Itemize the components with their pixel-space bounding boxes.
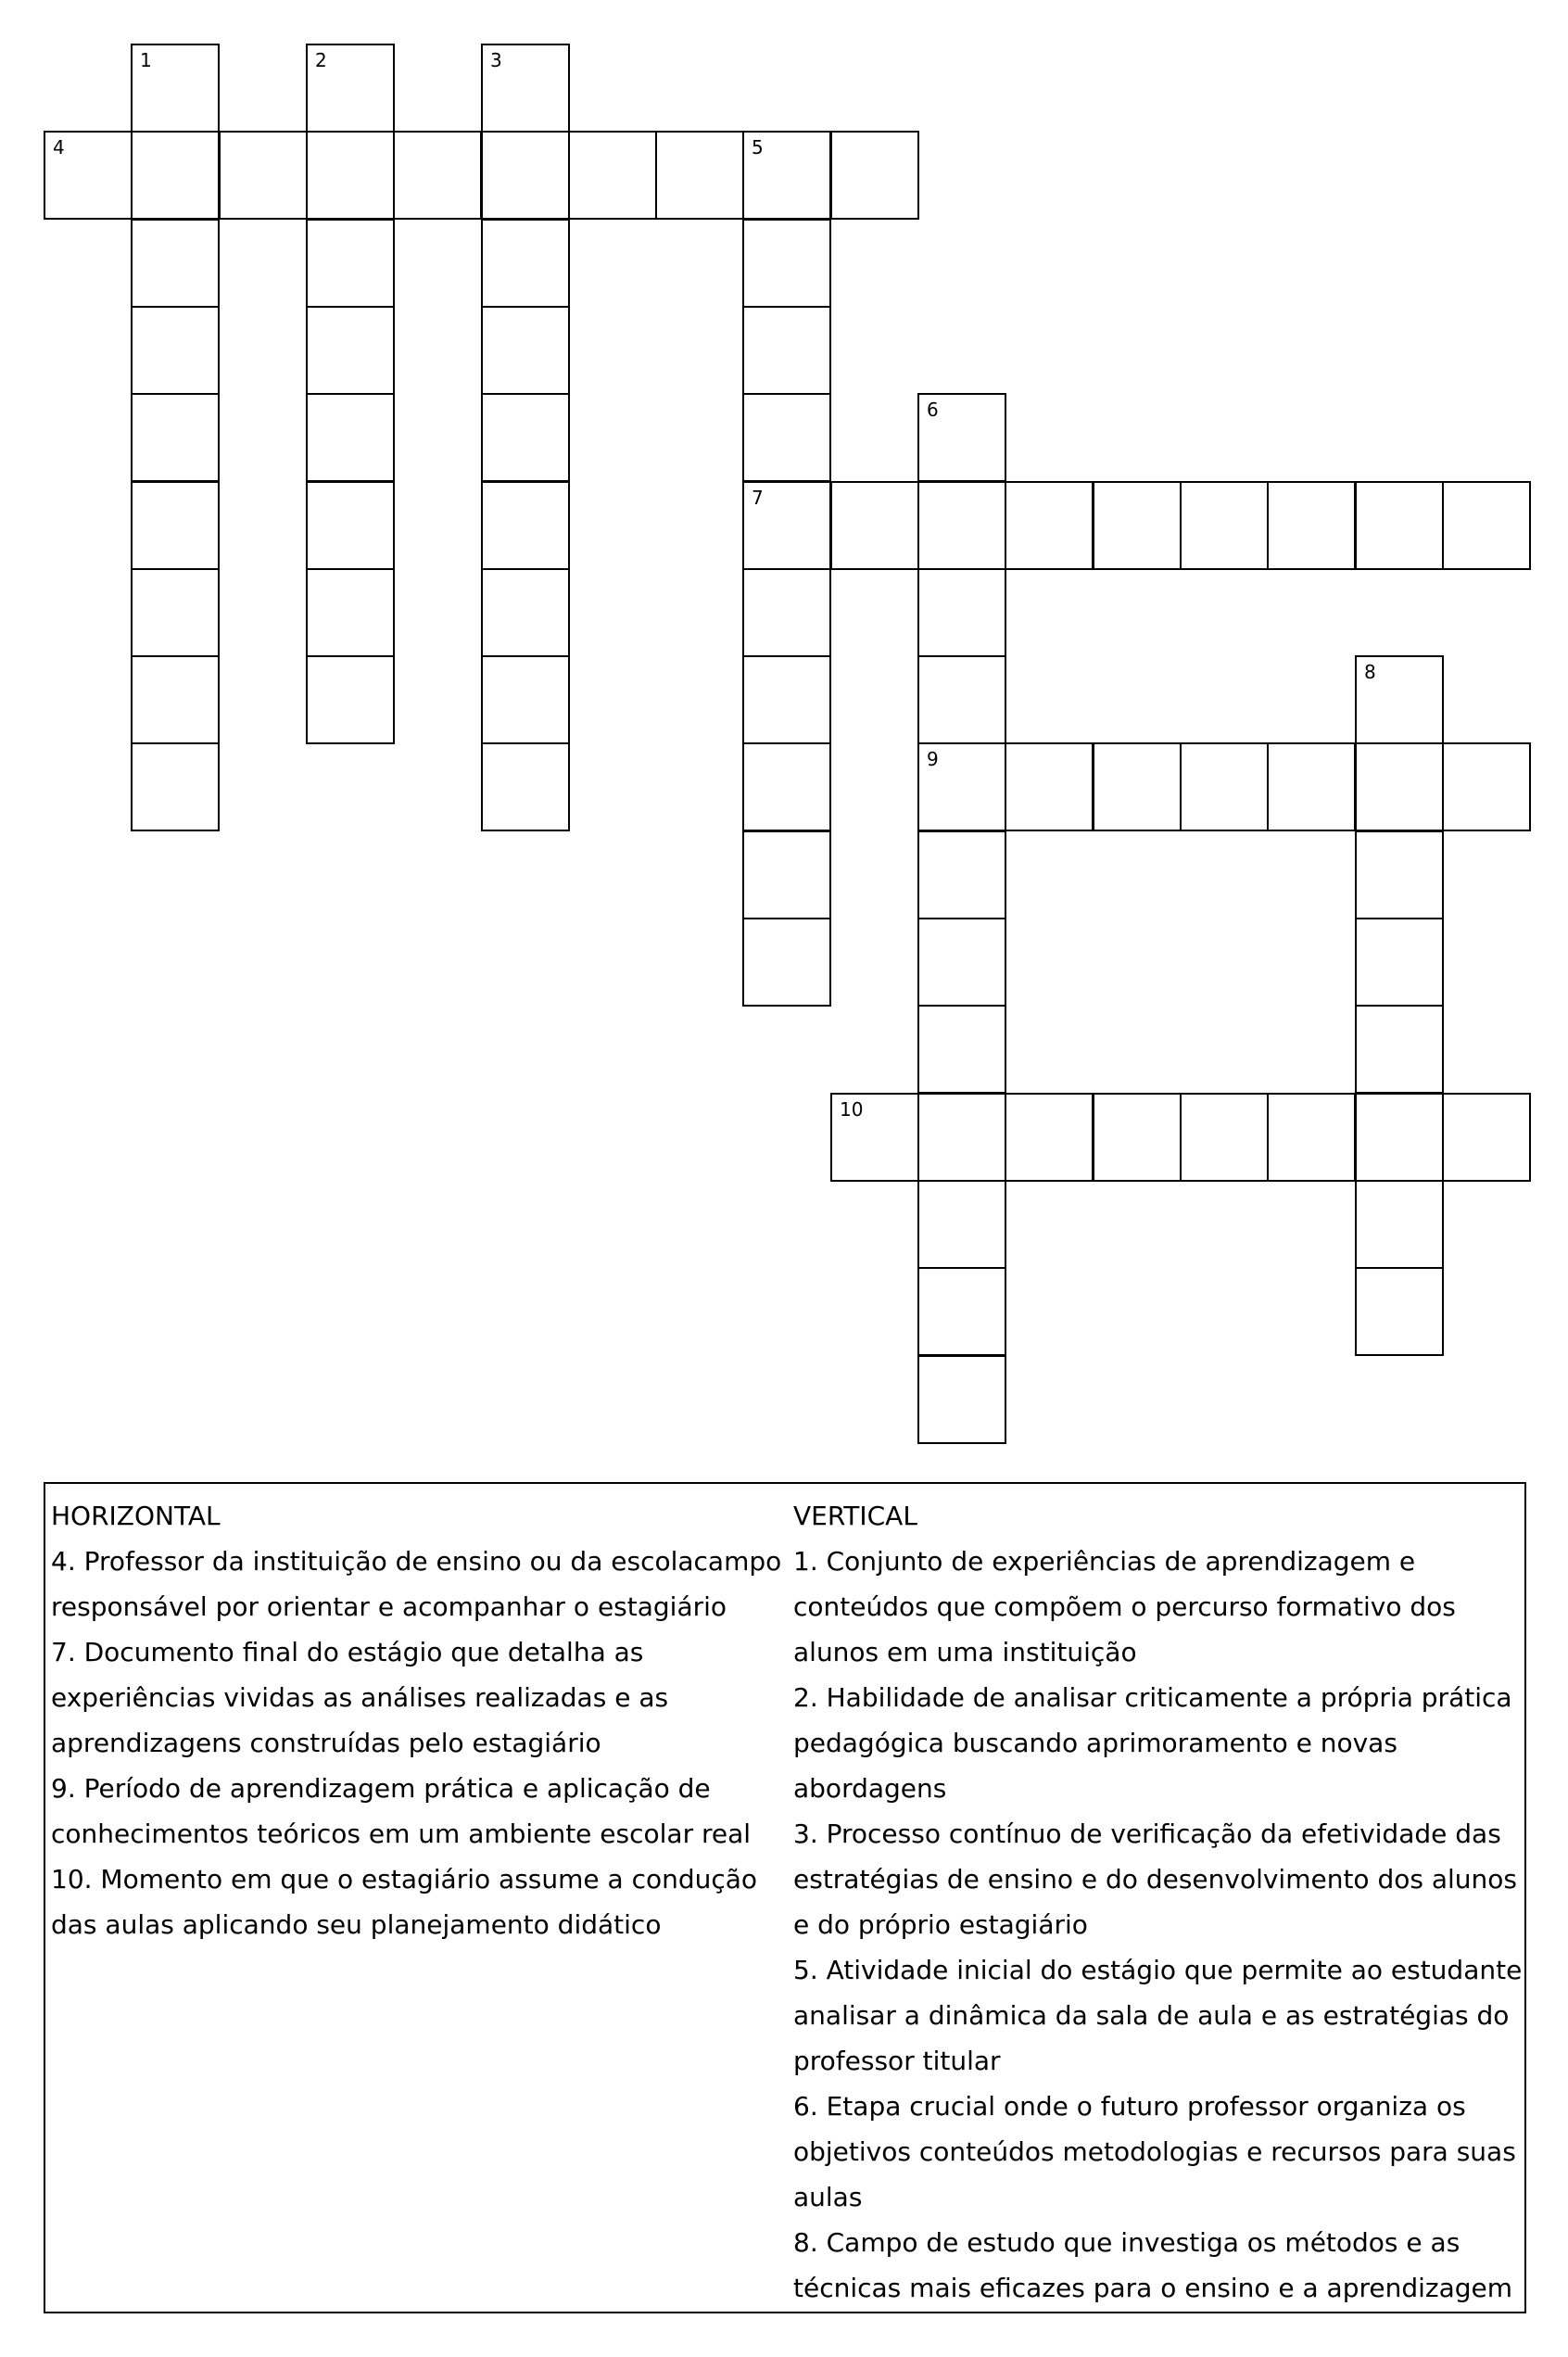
grid-cell[interactable] [131, 481, 220, 570]
clue-number: 9 [927, 748, 939, 770]
grid-cell[interactable] [742, 131, 831, 220]
vertical-clues [793, 1493, 1525, 2311]
grid-cell[interactable] [917, 1267, 1006, 1356]
grid-cell[interactable] [481, 481, 570, 570]
clue-across-4: 4. Professor da instituição de ensino ou da escolacampo responsável por orientar e acompanhar o estagiário [51, 1546, 782, 1622]
clue-down-3: 3. Processo contínuo de verificação da efetividade das estratégias de ensino e do desenvolvimento dos alunos e do próprio estagiário [793, 1818, 1518, 1940]
grid-cell[interactable] [1267, 1093, 1356, 1182]
grid-cell[interactable] [481, 568, 570, 657]
grid-cell[interactable] [1267, 742, 1356, 831]
grid-cell[interactable] [481, 44, 570, 133]
grid-cell[interactable] [481, 131, 570, 220]
grid-cell[interactable] [1093, 742, 1182, 831]
grid-cell[interactable] [917, 1355, 1006, 1444]
vertical-heading: VERTICAL [793, 1501, 917, 1531]
clue-down-6: 6. Etapa crucial onde o futuro professor organiza os objetivos conteúdos metodologias e recursos para suas aulas [793, 2091, 1516, 2212]
clue-number: 1 [140, 49, 152, 71]
grid-cell[interactable] [917, 393, 1006, 482]
grid-cell[interactable] [1355, 1267, 1444, 1356]
grid-cell[interactable] [1005, 1093, 1094, 1182]
grid-cell[interactable] [1355, 918, 1444, 1007]
grid-cell[interactable] [481, 306, 570, 395]
grid-cell[interactable] [1180, 481, 1269, 570]
grid-cell[interactable] [917, 1180, 1006, 1269]
grid-cell[interactable] [131, 219, 220, 308]
grid-cell[interactable] [917, 1093, 1006, 1182]
clue-number: 6 [927, 399, 939, 421]
grid-cell[interactable] [306, 568, 395, 657]
grid-cell[interactable] [306, 44, 395, 133]
clue-across-10: 10. Momento em que o estagiário assume a condução das aulas aplicando seu planejamento didático [51, 1864, 758, 1940]
grid-cell[interactable] [742, 568, 831, 657]
grid-cell[interactable] [742, 655, 831, 744]
grid-cell[interactable] [306, 219, 395, 308]
grid-cell[interactable] [481, 655, 570, 744]
grid-cell[interactable] [742, 830, 831, 919]
grid-cell[interactable] [481, 393, 570, 482]
clue-number: 2 [315, 49, 327, 71]
grid-cell[interactable] [1180, 742, 1269, 831]
grid-cell[interactable] [917, 655, 1006, 744]
grid-cell[interactable] [568, 131, 657, 220]
grid-cell[interactable] [306, 393, 395, 482]
grid-cell[interactable] [1355, 481, 1444, 570]
grid-cell[interactable] [917, 830, 1006, 919]
grid-cell[interactable] [742, 742, 831, 831]
grid-cell[interactable] [131, 742, 220, 831]
grid-cell[interactable] [1442, 481, 1531, 570]
grid-cell[interactable] [1442, 1093, 1531, 1182]
clue-across-9: 9. Período de aprendizagem prática e aplicação de conhecimentos teóricos em um ambiente escolar real [51, 1773, 752, 1849]
grid-cell[interactable] [1005, 742, 1094, 831]
grid-cell[interactable] [393, 131, 482, 220]
grid-cell[interactable] [1267, 481, 1356, 570]
grid-cell[interactable] [306, 481, 395, 570]
grid-cell[interactable] [655, 131, 744, 220]
grid-cell[interactable] [917, 481, 1006, 570]
grid-cell[interactable] [917, 1005, 1006, 1094]
grid-cell[interactable] [742, 306, 831, 395]
clue-number: 4 [53, 136, 65, 158]
grid-cell[interactable] [1355, 1093, 1444, 1182]
grid-cell[interactable] [44, 131, 133, 220]
grid-cell[interactable] [131, 655, 220, 744]
grid-cell[interactable] [917, 568, 1006, 657]
grid-cell[interactable] [742, 918, 831, 1007]
grid-cell[interactable] [1005, 481, 1094, 570]
horizontal-heading: HORIZONTAL [51, 1501, 221, 1531]
clue-down-5: 5. Atividade inicial do estágio que permite ao estudante analisar a dinâmica da sala de aula e as estratégias do professor titular [793, 1955, 1523, 2076]
grid-cell[interactable] [1442, 742, 1531, 831]
grid-cell[interactable] [306, 306, 395, 395]
clue-down-2: 2. Habilidade de analisar criticamente a própria prática pedagógica buscando aprimoramento e novas abordagens [793, 1682, 1512, 1804]
grid-cell[interactable] [131, 568, 220, 657]
clue-number: 5 [752, 136, 764, 158]
clues-panel [44, 1482, 1526, 2313]
clue-down-8: 8. Campo de estudo que investiga os métodos e as técnicas mais eficazes para o ensino e a aprendizagem [793, 2227, 1513, 2303]
grid-cell[interactable] [131, 131, 220, 220]
grid-cell[interactable] [131, 393, 220, 482]
clue-number: 3 [490, 49, 502, 71]
clue-number: 7 [752, 487, 764, 509]
clue-across-7: 7. Documento final do estágio que detalha as experiências vividas as análises realizadas e as aprendizagens construídas pelo estagiário [51, 1637, 669, 1758]
grid-cell[interactable] [131, 306, 220, 395]
grid-cell[interactable] [830, 131, 919, 220]
grid-cell[interactable] [481, 219, 570, 308]
clue-number: 8 [1364, 661, 1376, 683]
grid-cell[interactable] [742, 219, 831, 308]
grid-cell[interactable] [742, 393, 831, 482]
grid-cell[interactable] [219, 131, 308, 220]
horizontal-clues [51, 1493, 792, 1947]
grid-cell[interactable] [1355, 655, 1444, 744]
grid-cell[interactable] [1355, 1180, 1444, 1269]
grid-cell[interactable] [830, 1093, 919, 1182]
grid-cell[interactable] [1093, 481, 1182, 570]
clue-number: 10 [840, 1098, 864, 1121]
grid-cell[interactable] [1355, 1005, 1444, 1094]
grid-cell[interactable] [1355, 742, 1444, 831]
grid-cell[interactable] [1180, 1093, 1269, 1182]
grid-cell[interactable] [917, 742, 1006, 831]
grid-cell[interactable] [306, 131, 395, 220]
grid-cell[interactable] [481, 742, 570, 831]
grid-cell[interactable] [830, 481, 919, 570]
clue-down-1: 1. Conjunto de experiências de aprendizagem e conteúdos que compõem o percurso formativo dos alunos em uma instituição [793, 1546, 1456, 1667]
grid-cell[interactable] [742, 481, 831, 570]
grid-cell[interactable] [1355, 830, 1444, 919]
grid-cell[interactable] [306, 655, 395, 744]
grid-cell[interactable] [1093, 1093, 1182, 1182]
grid-cell[interactable] [917, 918, 1006, 1007]
grid-cell[interactable] [131, 44, 220, 133]
